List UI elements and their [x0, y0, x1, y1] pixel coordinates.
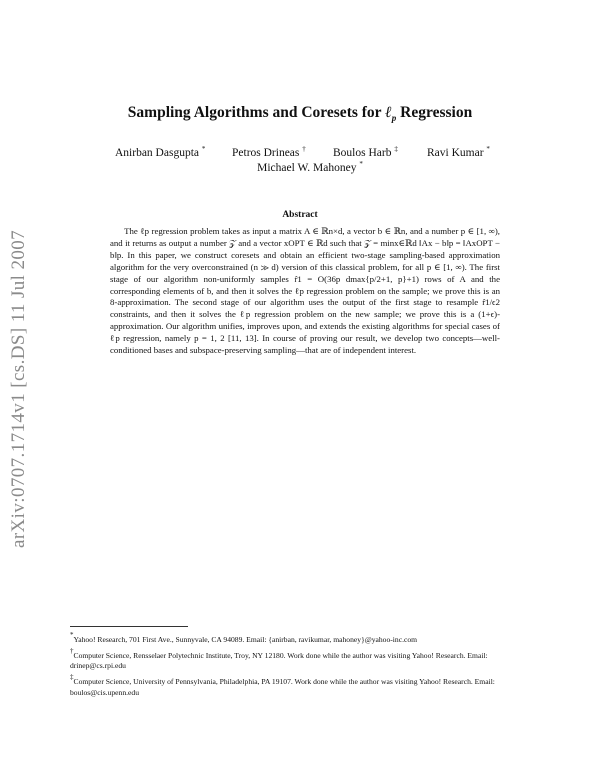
author-name: Michael W. Mahoney [257, 162, 357, 174]
title-ell-subscript: p [391, 113, 397, 124]
footnotes [70, 630, 530, 699]
footnote-mark: * [70, 631, 74, 639]
title-text-after: Regression [396, 104, 473, 121]
footnote-yahoo [70, 630, 530, 646]
footnote-text: Computer Science, Rensselaer Polytechnic Institute, Troy, NY 12180. Work done while the author was visiting Yahoo! Research. Email: drinep@cs.rpi.edu [70, 650, 488, 671]
arxiv-stamp: arXiv:0707.1714v1 [cs.DS] 11 Jul 2007 [8, 229, 29, 548]
abstract-heading: Abstract [282, 210, 318, 220]
author-drineas [232, 145, 306, 159]
author-name: Boulos Harb [333, 147, 392, 159]
author-mahoney [100, 160, 520, 174]
footnote-upenn [70, 672, 530, 698]
author-name: Petros Drineas [232, 147, 300, 159]
footnote-text: Yahoo! Research, 701 First Ave., Sunnyvale, CA 94089. Email: {anirban, ravikumar, mahoney}@yahoo-inc.com [73, 635, 418, 644]
abstract-paragraph: The ℓp regression problem takes as input a matrix A ∈ ℝn×d, a vector b ∈ ℝn, and a number p ∈ [1, ∞), and it returns as output a number 𝒵 and a vector xOPT ∈ ℝd such that 𝒵 = minx∈ℝd ‖Ax − b‖p = ‖AxOPT − b‖p. In this paper, we construct coresets and obtain an efficient two-stage sampling-based approximation algorithm for the very overconstrained (n ≫ d) version of this classical problem, for all p ∈ [1, ∞). The first stage of our algorithm non-uniformly samples r̂1 = O(36p dmax{p/2+1, p}+1) rows of A and the corresponding elements of b, and then it solves the ℓp regression problem on the sample; we prove this is an 8-approximation. The second stage of our algorithm uses the output of the first stage to resample r̂1/ϵ2 constraints, and then it solves the ℓp regression problem on the new sample; we prove this is a (1+ϵ)-approximation. Our algorithm unifies, improves upon, and extends the existing algorithms for special cases of ℓp regression, namely p = 1, 2 [11, 13]. In course of proving our result, we develop two concepts—well-conditioned bases and subspace-preserving sampling—that are of independent interest. [110, 226, 500, 356]
title-ell-symbol: ℓ [385, 104, 392, 121]
paper-title [80, 104, 520, 123]
author-list [100, 145, 520, 174]
author-mark: ‡ [394, 145, 398, 153]
author-name: Anirban Dasgupta [115, 147, 199, 159]
title-text-before: Sampling Algorithms and Coresets for [127, 104, 386, 121]
author-harb [333, 145, 398, 159]
author-mark: * [486, 145, 490, 153]
footnote-mark: † [70, 646, 74, 655]
author-kumar [427, 145, 490, 159]
abstract-body [110, 226, 500, 357]
author-mark: † [302, 145, 306, 153]
footnote-mark: ‡ [70, 673, 74, 682]
footnote-rpi [70, 646, 530, 672]
author-dasgupta [115, 145, 205, 159]
author-mark: * [201, 145, 206, 153]
author-name: Ravi Kumar [427, 147, 484, 159]
footnote-divider [70, 626, 188, 627]
author-mark: * [359, 160, 363, 168]
footnote-text: Computer Science, University of Pennsylvania, Philadelphia, PA 19107. Work done while the author was visiting Yahoo! Research. Email: boulos@cis.upenn.edu [70, 677, 495, 697]
